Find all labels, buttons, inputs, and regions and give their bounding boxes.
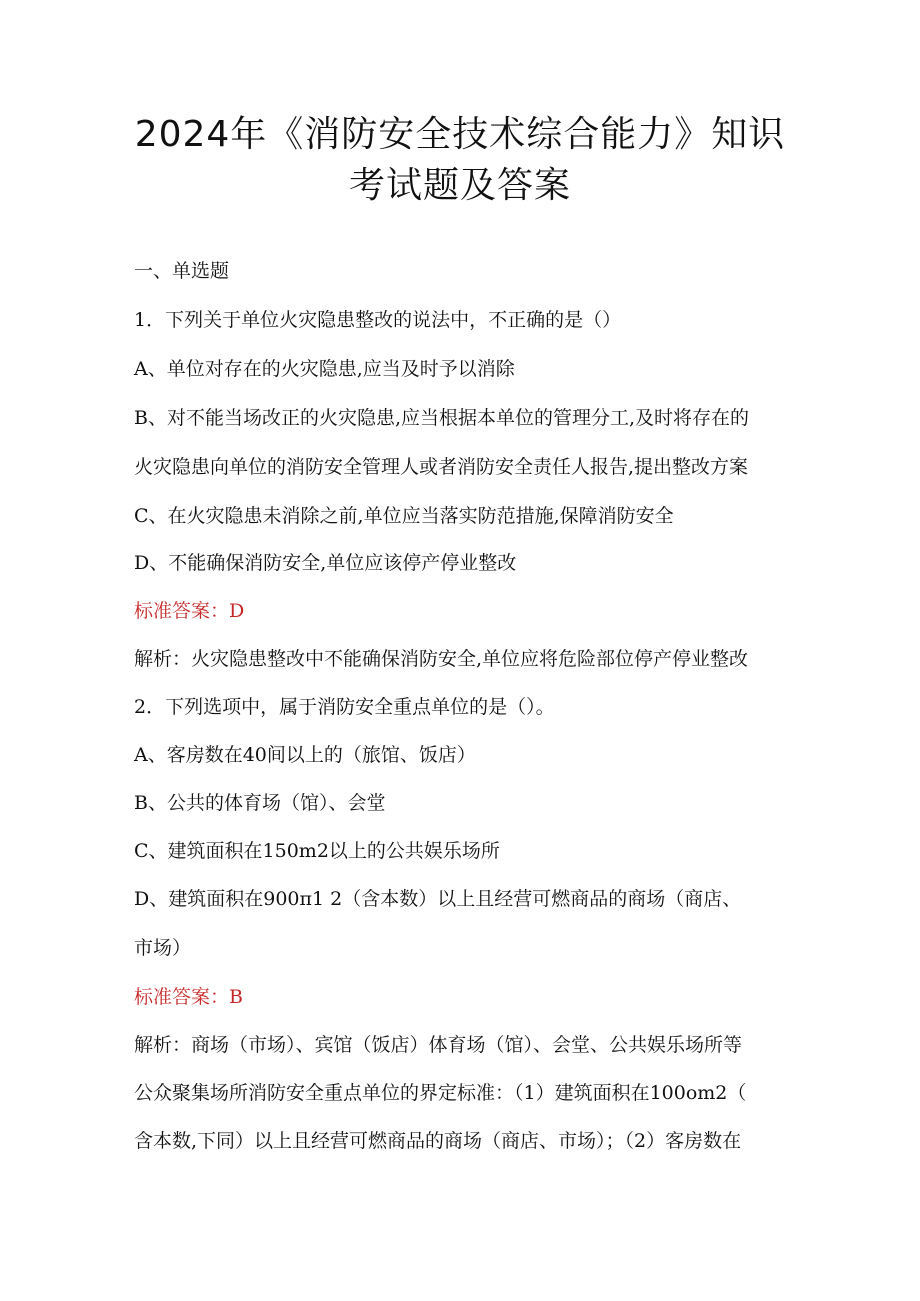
question-1-answer: 标准答案：D (134, 600, 245, 622)
question-1-option-a: A、单位对存在的火灾隐患,应当及时予以消除 (134, 358, 515, 380)
section-heading: 一、单选题 (134, 260, 230, 282)
question-1-option-c: C、在火灾隐患未消除之前,单位应当落实防范措施,保障消防安全 (134, 505, 674, 527)
question-2-analysis-line-3: 含本数,下同）以上且经营可燃商品的商场（商店、市场）；（2）客房数在 (134, 1130, 742, 1152)
question-2-answer: 标准答案：B (134, 986, 243, 1008)
question-2-analysis-line-1: 解析：商场（市场）、宾馆（饭店）体育场（馆）、会堂、公共娱乐场所等 (134, 1034, 743, 1056)
question-2-option-d-line-2: 市场） (134, 937, 192, 959)
question-1-option-b-line-1: B、对不能当场改正的火灾隐患,应当根据本单位的管理分工,及时将存在的 (134, 407, 750, 429)
question-1-analysis: 解析：火灾隐患整改中不能确保消防安全,单位应将危险部位停产停业整改 (134, 648, 749, 670)
question-1-option-b-line-2: 火灾隐患向单位的消防安全管理人或者消防安全责任人报告,提出整改方案 (134, 456, 749, 478)
document-title-line-2: 考试题及答案 (348, 165, 571, 206)
question-2-option-b: B、公共的体育场（馆）、会堂 (134, 792, 386, 814)
question-2-option-c: C、建筑面积在150m2以上的公共娱乐场所 (134, 840, 500, 862)
question-1-stem: 1．下列关于单位火灾隐患整改的说法中，不正确的是（） (134, 309, 622, 331)
document-title-line-1: 2024年《消防安全技术综合能力》知识 (134, 114, 786, 155)
question-1-option-d: D、不能确保消防安全,单位应该停产停业整改 (134, 552, 517, 574)
question-2-option-d-line-1: D、建筑面积在900π1 2（含本数）以上且经营可燃商品的商场（商店、 (134, 888, 742, 910)
question-2-stem: 2．下列选项中，属于消防安全重点单位的是（）。 (134, 696, 555, 718)
question-2-analysis-line-2: 公众聚集场所消防安全重点单位的界定标准：（1）建筑面积在100om2（ (134, 1082, 747, 1104)
question-2-option-a: A、客房数在40间以上的（旅馆、饭店） (134, 744, 476, 766)
